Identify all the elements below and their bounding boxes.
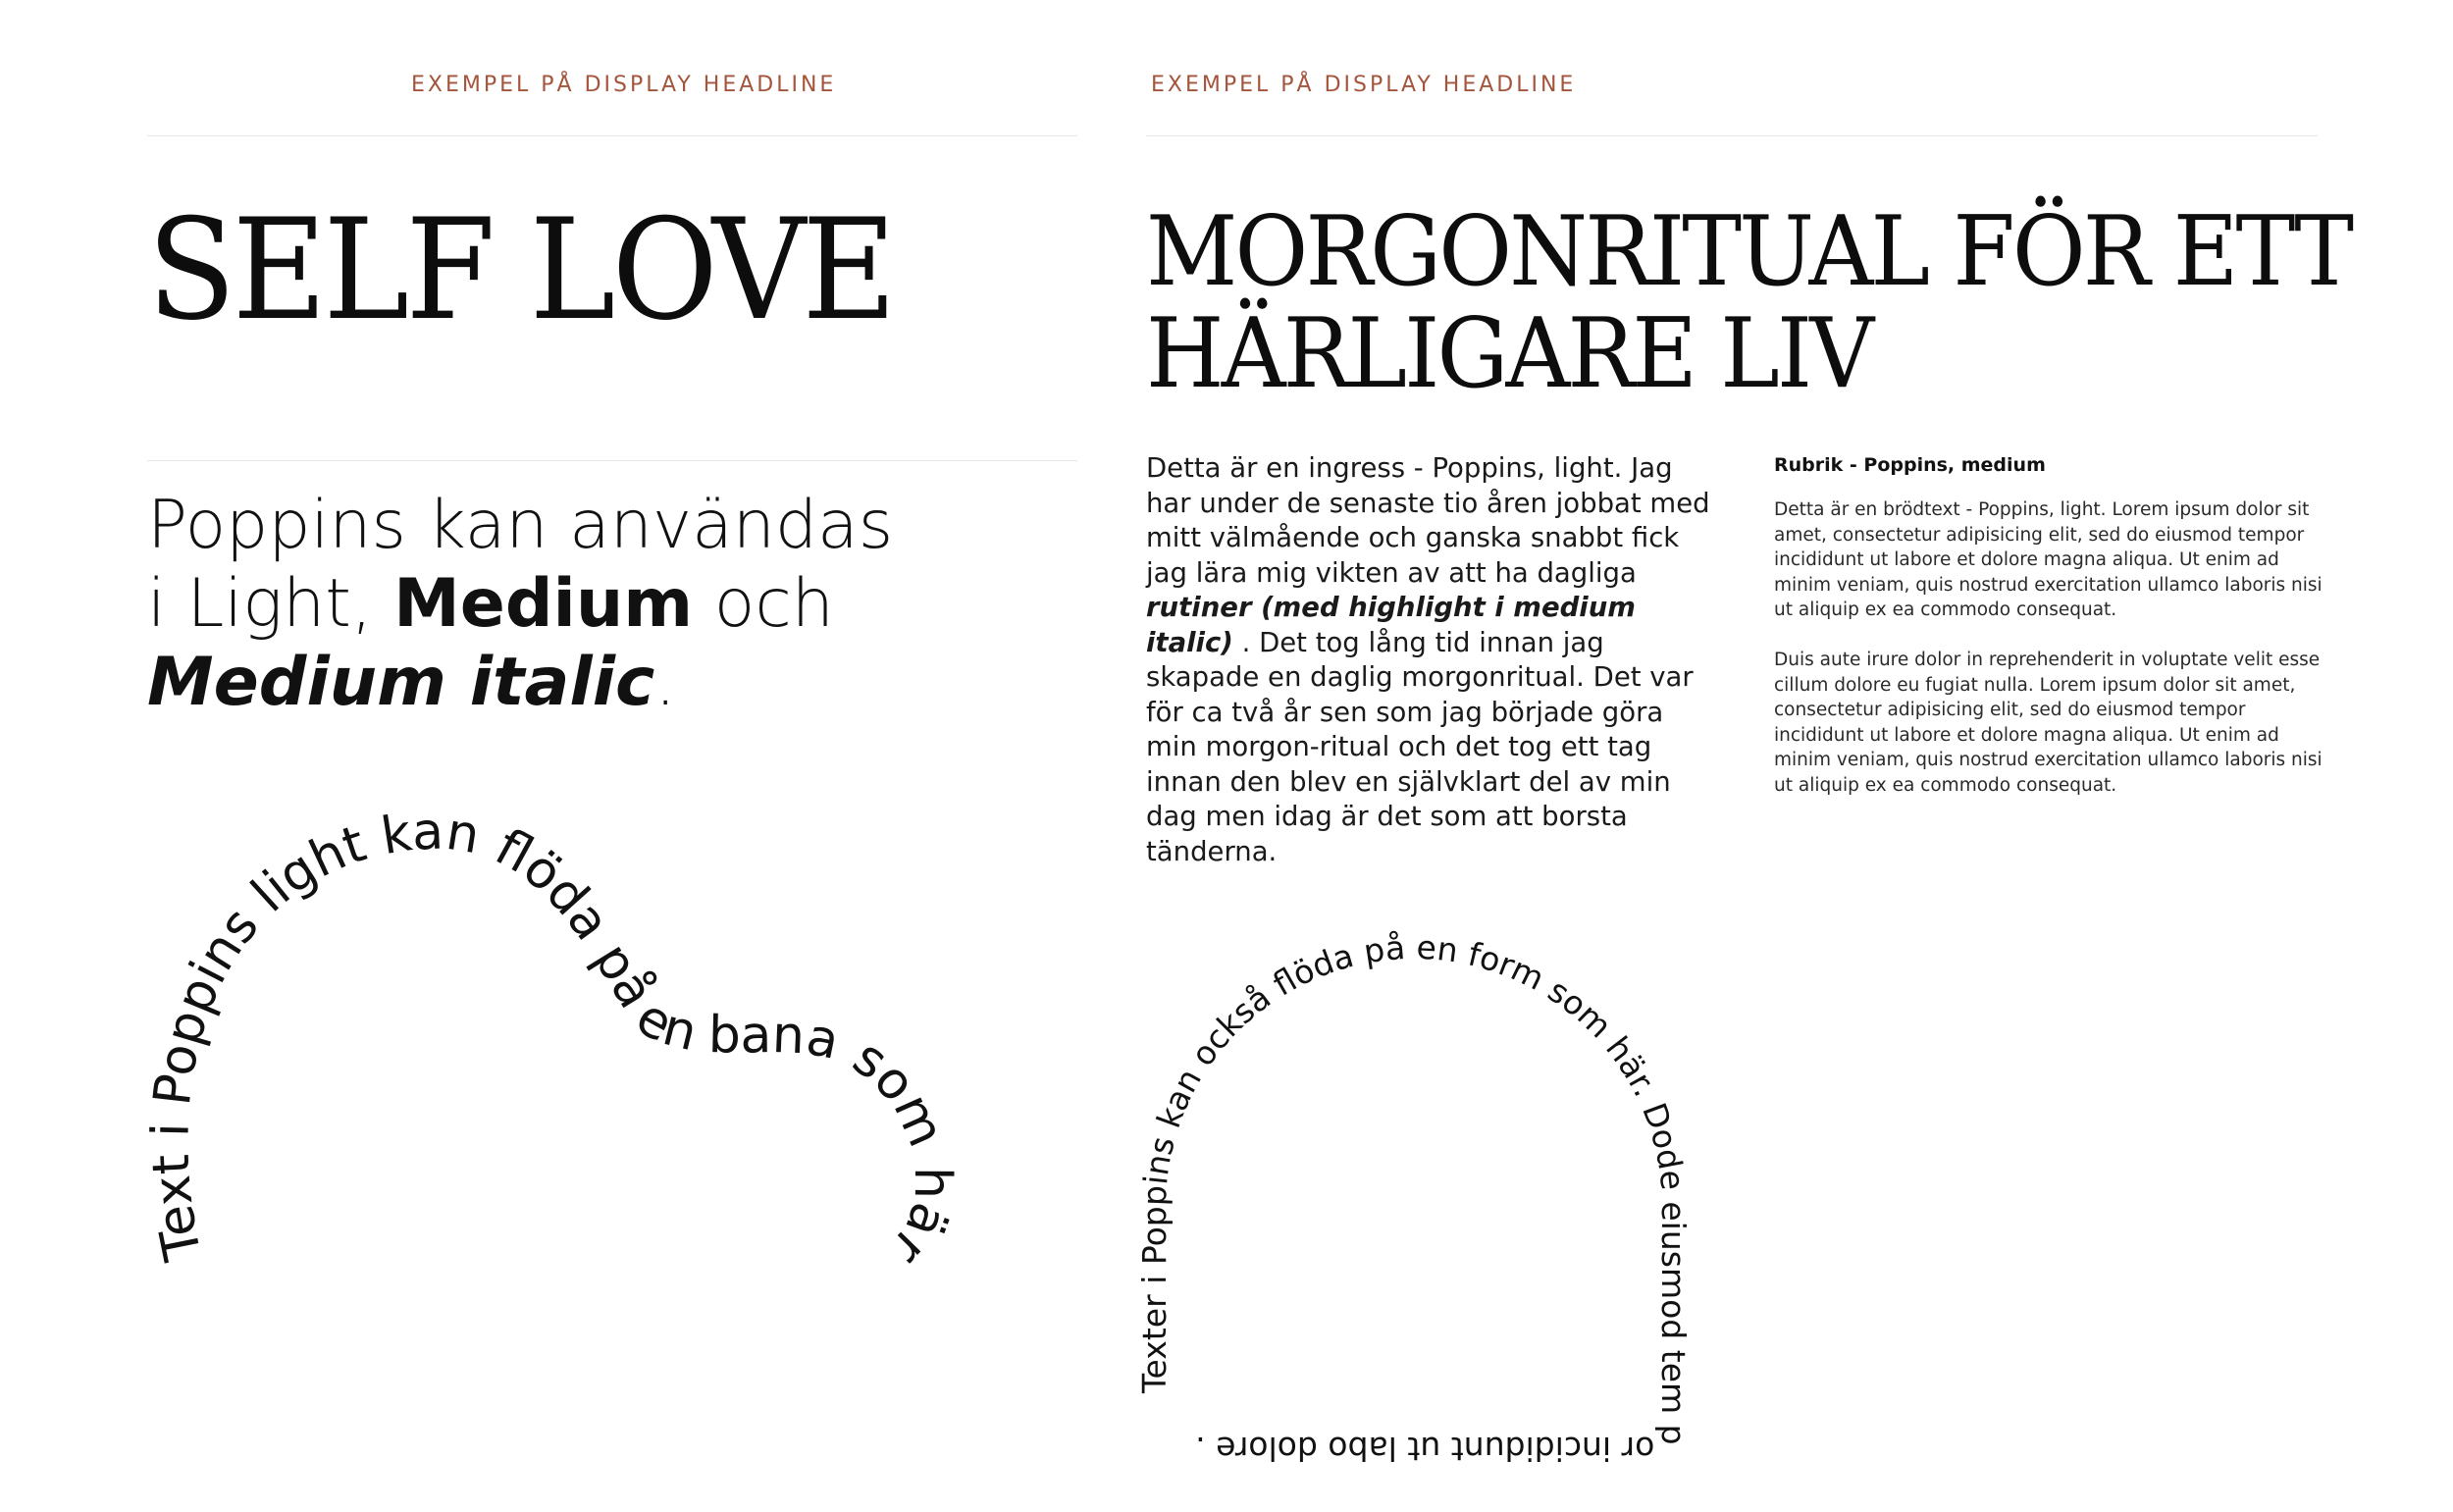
- sample-medium-word: Medium: [393, 565, 694, 643]
- curved-path-text: [0, 0, 1128, 1512]
- arch-flow-textpath: Texter i Poppins kan också flöda på en form som här. Dode eiusmod tem por incididunt ut labo dolore .: [1134, 927, 1693, 1468]
- sample-line-3-suffix: .: [654, 644, 676, 721]
- ingress-text-1: Detta är en ingress - Poppins, light. Jag har under de senaste tio åren jobbat med mitt välmående och ganska snabbt fick jag lära mig vikten av att ha dagliga: [1146, 452, 1710, 589]
- path-flow-text: [141, 802, 962, 1276]
- arch-flow-text: [1135, 928, 1693, 1468]
- ingress-highlight: rutiner (med highlight i medium italic): [1146, 592, 1636, 658]
- body-paragraph-1: Detta är en brödtext - Poppins, light. Lorem ipsum dolor sit amet, consectetur adipisicing elit, sed do eiusmod tempor incididunt ut labore et dolore magna aliqua. Ut enim ad minim veniam, quis nostrud exercitation ullamco laboris nisi ut aliquip ex ea commodo consequat.: [1774, 499, 2323, 620]
- right-eyebrow-label: EXEMPEL PÅ DISPLAY HEADLINE: [1151, 73, 1577, 97]
- sample-line-2-suffix: och: [693, 565, 834, 643]
- sample-line-2-prefix: i Light,: [147, 565, 394, 643]
- headline-line-2: HÄRLIGARE LIV: [1146, 298, 1872, 410]
- self-love-headline: SELF LOVE: [147, 189, 894, 351]
- right-header-divider: [1146, 135, 2318, 136]
- body-subheading: Rubrik - Poppins, medium: [1774, 454, 2046, 476]
- left-eyebrow-label: EXEMPEL PÅ DISPLAY HEADLINE: [411, 73, 837, 97]
- ingress-text-2: . Det tog lång tid innan jag skapade en daglig morgonritual. Det var för ca två år sen som jag började göra min morgon-ritual och det tog ett tag innan den blev en självklart del av min dag men idag är det som att borsta tänderna.: [1146, 626, 1694, 867]
- sample-line-1: Poppins kan användas: [147, 487, 894, 564]
- headline-line-1: MORGONRITUAL FÖR ETT: [1146, 196, 2352, 308]
- path-flow-textpath: Text i Poppins light kan flöda på en bana som här: [141, 802, 963, 1277]
- morgonritual-headline: [1146, 196, 2352, 410]
- sample-medium-italic-word: Medium italic: [147, 644, 655, 721]
- ingress-paragraph: [1146, 451, 1715, 869]
- body-paragraph-2: Duis aute irure dolor in reprehenderit in voluptate velit esse cillum dolore eu fugiat nulla. Lorem ipsum dolor sit amet, consectetur adipisicing elit, sed do eiusmod tempor incididunt ut labore et dolore magna aliqua. Ut enim ad minim veniam, quis nostrud exercitation ullamco laboris nisi ut aliquip ex ea commodo consequat.: [1774, 650, 2323, 796]
- arch-shape-text: [1079, 883, 1766, 1511]
